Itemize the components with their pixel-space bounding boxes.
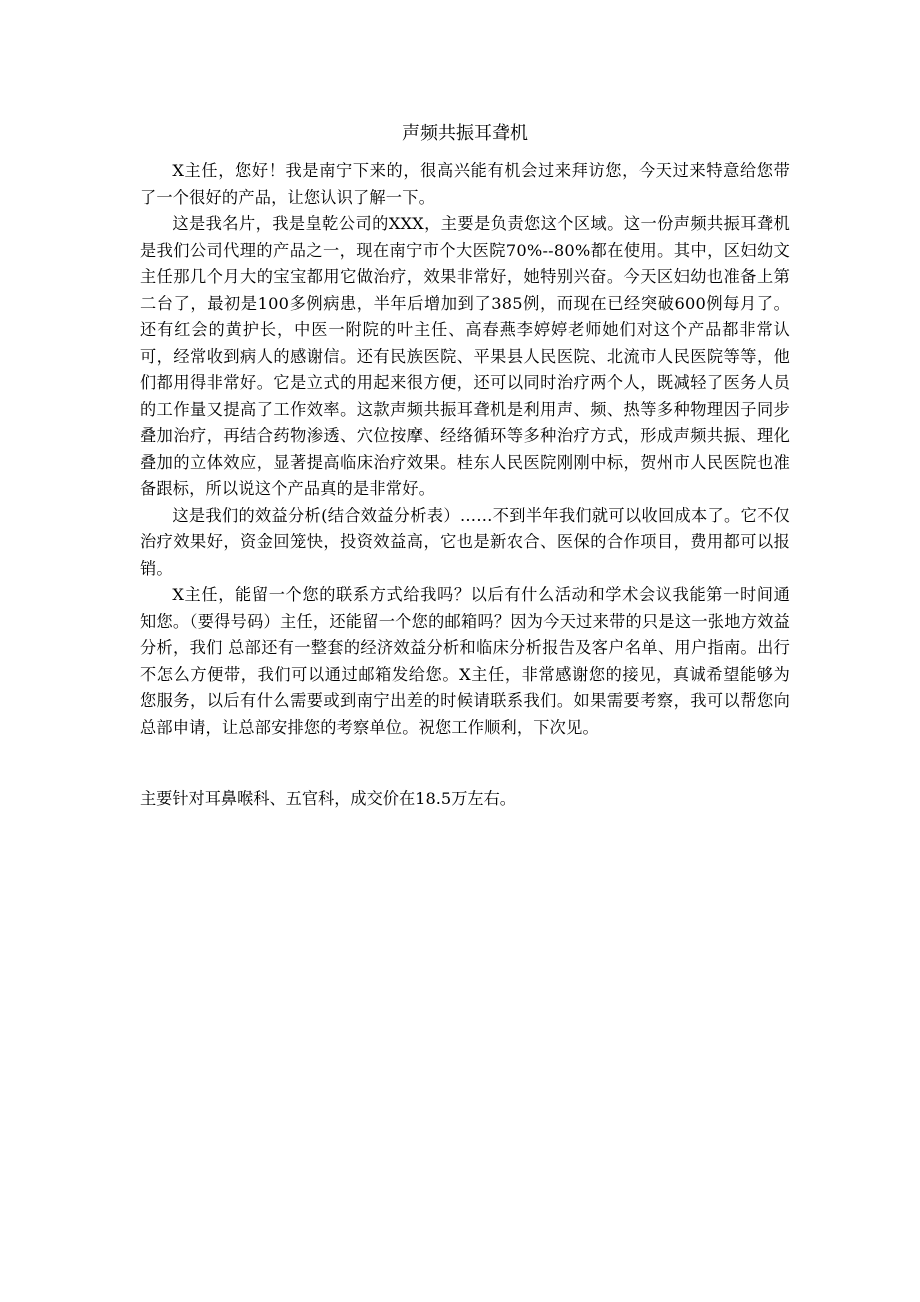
document-title: 声频共振耳聋机 — [402, 123, 528, 144]
summary-note: 主要针对耳鼻喉科、五官科，成交价在18.5万左右。 — [140, 789, 516, 808]
paragraph-benefit-analysis: 这是我们的效益分析(结合效益分析表）……不到半年我们就可以收回成本了。它不仅治疗效果好，资金回笼快，投资效益高，它也是新农合、医保的合作项目，费用都可以报销。 — [140, 505, 790, 578]
document-body — [140, 158, 790, 741]
paragraph-product-intro: 这是我名片，我是皇乾公司的XXX，主要是负责您这个区域。这一份声频共振耳聋机是我们公司代理的产品之一，现在南宁市个大医院70%--80%都在使用。其中，区妇幼文主任那几个月大的宝宝都用它做治疗，效果非常好，她特别兴奋。今天区妇幼也准备上第二台了，最初是100多例病患，半年后增加到了385例，而现在已经突破600例每月了。还有红会的黄护长，中医一附院的叶主任、高春燕李婷婷老师她们对这个产品都非常认可，经常收到病人的感谢信。还有民族医院、平果县人民医院、北流市人民医院等等，他们都用得非常好。它是立式的用起来很方便，还可以同时治疗两个人，既减轻了医务人员的工作量又提高了工作效率。这款声频共振耳聋机是利用声、频、热等多种物理因子同步叠加治疗，再结合药物渗透、穴位按摩、经络循环等多种治疗方式，形成声频共振、理化叠加的立体效应，显著提高临床治疗效果。桂东人民医院刚刚中标，贺州市人民医院也准备跟标，所以说这个产品真的是非常好。 — [140, 214, 790, 498]
paragraph-closing: X主任，能留一个您的联系方式给我吗？以后有什么活动和学术会议我能第一时间通知您。（要得号码）主任，还能留一个您的邮箱吗？因为今天过来带的只是这一张地方效益分析，我们 总部还有一整套的经济效益分析和临床分析报告及客户名单、用户指南。出行不怎么方便带，我们可以通过邮箱发给您。X主任，非常感谢您的接见，真诚希望能够为您服务，以后有什么需要或到南宁出差的时候请联系我们。如果需要考察，我可以帮您向总部申请，让总部安排您的考察单位。祝您工作顺利，下次见。 — [140, 585, 790, 737]
paragraph-greeting: X主任，您好！我是南宁下来的，很高兴能有机会过来拜访您，今天过来特意给您带了一个很好的产品，让您认识了解一下。 — [140, 161, 790, 207]
